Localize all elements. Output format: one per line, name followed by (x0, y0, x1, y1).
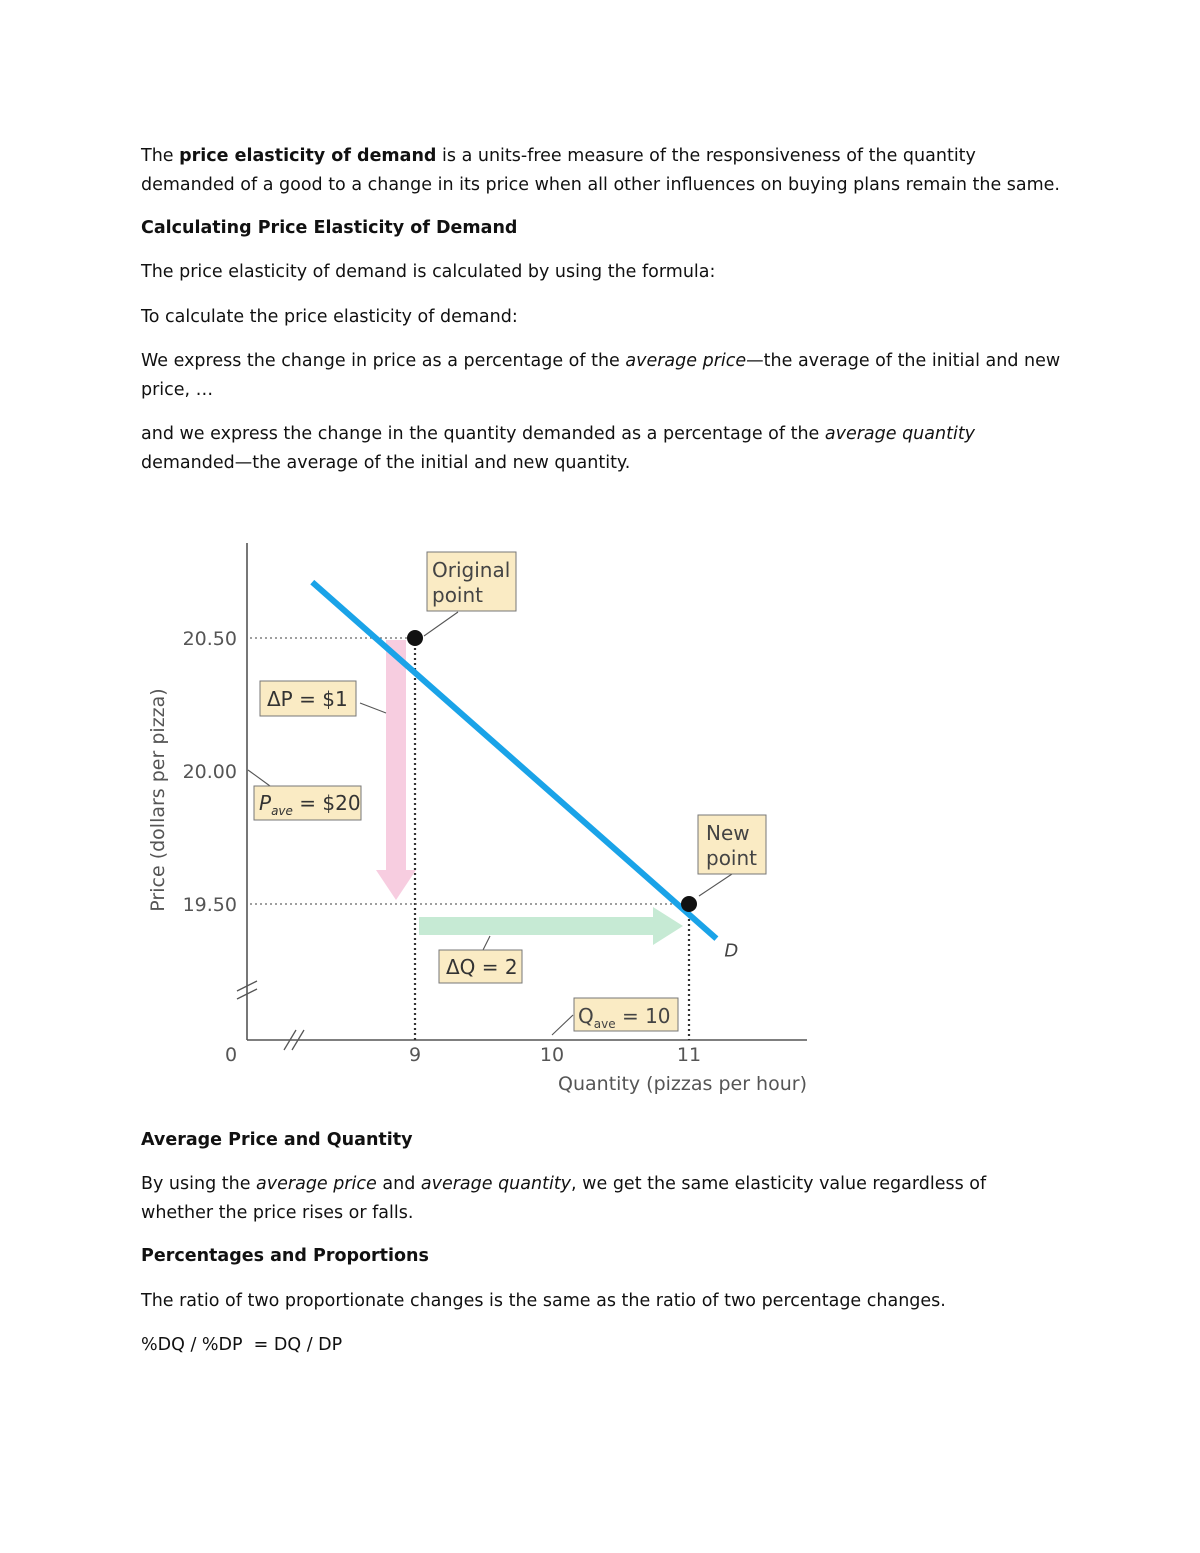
avg-qty-term: average quantity (824, 424, 976, 444)
avg-body-mid: and (376, 1174, 421, 1194)
q-ave-callout (574, 998, 678, 1031)
intro-text-pre: The (141, 146, 180, 166)
avg-price-post: —the average of the initial and new price, … (141, 351, 1061, 400)
new-point-callout (698, 815, 766, 874)
delta-q-label: ΔQ = 2 (446, 955, 518, 979)
average-price-paragraph (141, 347, 1061, 405)
avg-price-pre: We express the change in price as a percentage of the (141, 351, 626, 371)
new-point-label-line2: point (706, 846, 758, 870)
original-point-leader (424, 612, 458, 636)
q-ave-value: = 10 (615, 1004, 671, 1028)
original-point-marker (407, 630, 423, 646)
y-axis-label: Price (dollars per pizza) (147, 688, 169, 912)
delta-q-callout (439, 950, 522, 983)
avg-body-term-price: average price (256, 1174, 377, 1194)
q-ave-label (578, 1004, 671, 1031)
average-quantity-paragraph (141, 420, 1061, 478)
to-calculate-line: To calculate the price elasticity of demand: (141, 307, 518, 327)
y-tick-label-1950: 19.50 (182, 894, 237, 916)
percentages-formula: %DQ / %DP = DQ / DP (141, 1335, 343, 1355)
avg-body-pre: By using the (141, 1174, 257, 1194)
q-ave-symbol: Q (578, 1004, 594, 1028)
price-change-arrow (376, 640, 416, 900)
intro-paragraph (141, 142, 1061, 200)
x-tick-label-11: 11 (676, 1044, 702, 1066)
x-tick-label-10: 10 (539, 1044, 565, 1066)
p-ave-symbol: P (259, 791, 272, 815)
intro-term: price elasticity of demand (179, 146, 437, 166)
p-ave-value: = $20 (292, 791, 361, 815)
intro-text-post: is a units-free measure of the responsiveness of the quantity demanded of a good to a change in its price when all other influences on buying plans remain the same. (141, 146, 1060, 195)
new-point-label-line1: New (706, 821, 750, 845)
p-ave-leader (248, 770, 270, 786)
new-point-leader (699, 874, 732, 896)
average-paragraph (141, 1170, 1061, 1228)
delta-p-label: ΔP = $1 (267, 687, 348, 711)
p-ave-callout (254, 786, 361, 820)
avg-qty-pre: and we express the change in the quantity demanded as a percentage of the (141, 424, 825, 444)
original-point-label-line2: point (432, 583, 484, 607)
heading-calculating: Calculating Price Elasticity of Demand (141, 218, 518, 238)
avg-body-term-quantity: average quantity (420, 1174, 572, 1194)
p-ave-subscript: ave (271, 804, 293, 818)
avg-qty-post: demanded—the average of the initial and new quantity. (141, 453, 631, 473)
delta-q-leader (483, 936, 490, 950)
y-tick-label-2050: 20.50 (182, 628, 237, 650)
demand-curve-figure (140, 528, 820, 1103)
demand-curve-label: D (724, 940, 739, 962)
q-ave-leader (552, 1015, 573, 1035)
formula-line: The price elasticity of demand is calculated by using the formula: (141, 262, 716, 282)
percentages-paragraph: The ratio of two proportionate changes is the same as the ratio of two percentage changes. (141, 1291, 946, 1311)
origin-label: 0 (224, 1044, 238, 1066)
quantity-change-arrow (419, 907, 683, 945)
original-point-label-line1: Original (432, 558, 511, 582)
avg-body-post: , we get the same elasticity value regardless of whether the price rises or falls. (141, 1174, 987, 1223)
y-tick-label-2000: 20.00 (182, 761, 237, 783)
x-tick-label-9: 9 (408, 1044, 422, 1066)
heading-percentages-proportions: Percentages and Proportions (141, 1246, 429, 1266)
x-axis-label: Quantity (pizzas per hour) (558, 1073, 807, 1095)
heading-average-price-quantity: Average Price and Quantity (141, 1130, 413, 1150)
demand-chart (140, 528, 820, 1103)
delta-p-callout (260, 681, 356, 716)
original-point-callout (427, 552, 516, 611)
delta-p-leader (360, 703, 386, 713)
avg-price-term: average price (625, 351, 747, 371)
q-ave-subscript: ave (593, 1017, 616, 1031)
demand-curve (312, 582, 716, 938)
new-point-marker (681, 896, 697, 912)
